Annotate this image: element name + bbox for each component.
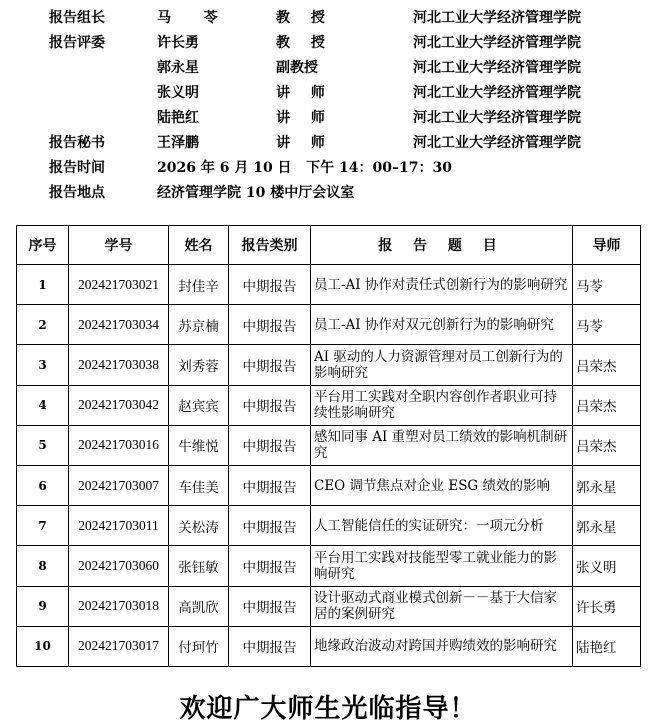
report-topic: 员工-AI 协作对双元创新行为的影响研究 [311, 305, 573, 345]
label-time: 报告时间 [49, 160, 105, 176]
report-topic: CEO 调节焦点对企业 ESG 绩效的影响 [311, 465, 573, 505]
student-id: 202421703034 [69, 305, 169, 345]
header-report-topic: 报 告 题 目 [311, 226, 573, 265]
row-number: 4 [17, 385, 69, 425]
header-student-id: 学号 [69, 226, 169, 265]
student-name: 付珂竹 [169, 626, 229, 666]
table-row [17, 506, 641, 546]
judge-org: 河北工业大学经济管理学院 [413, 85, 581, 101]
advisor: 吕荣杰 [573, 345, 641, 385]
header-name: 姓名 [169, 226, 229, 265]
student-name: 赵宾宾 [169, 385, 229, 425]
secretary-name: 王泽鹏 [157, 135, 199, 151]
secretary-org: 河北工业大学经济管理学院 [413, 135, 581, 151]
table-body [17, 265, 641, 667]
row-number: 8 [17, 546, 69, 586]
report-type: 中期报告 [229, 546, 311, 586]
judge-org: 河北工业大学经济管理学院 [413, 35, 581, 51]
student-id: 202421703016 [69, 425, 169, 465]
table-row [17, 626, 641, 666]
student-id: 202421703021 [69, 265, 169, 305]
report-topic: 感知同事 AI 重塑对员工绩效的影响机制研究 [311, 425, 573, 465]
row-number: 3 [17, 345, 69, 385]
table-row [17, 586, 641, 626]
table-row [17, 265, 641, 305]
report-topic: 人工智能信任的实证研究：一项元分析 [311, 506, 573, 546]
advisor: 吕荣杰 [573, 425, 641, 465]
report-time: 2026 年 6 月 10 日 下午 14：00–17：30 [157, 160, 452, 176]
judge-title: 讲 师 [276, 110, 333, 126]
student-id: 202421703007 [69, 465, 169, 505]
advisor: 陆艳红 [573, 626, 641, 666]
table-row [17, 385, 641, 425]
advisor: 许长勇 [573, 586, 641, 626]
report-type: 中期报告 [229, 305, 311, 345]
report-type: 中期报告 [229, 586, 311, 626]
header-report-type: 报告类别 [229, 226, 311, 265]
report-type: 中期报告 [229, 425, 311, 465]
row-number: 5 [17, 425, 69, 465]
table-row [17, 546, 641, 586]
report-type: 中期报告 [229, 506, 311, 546]
leader-name: 马 苓 [157, 10, 232, 26]
secretary-title: 讲 师 [276, 135, 333, 151]
row-number: 9 [17, 586, 69, 626]
advisor: 张义明 [573, 546, 641, 586]
judge-name: 许长勇 [157, 35, 199, 51]
label-secretary: 报告秘书 [49, 135, 105, 151]
report-topic: 地缘政治波动对跨国并购绩效的影响研究 [311, 626, 573, 666]
report-type: 中期报告 [229, 626, 311, 666]
judge-title: 讲 师 [276, 85, 333, 101]
table-header-row [17, 226, 641, 265]
judge-name: 张义明 [157, 85, 199, 101]
welcome-message: 欢迎广大师生光临指导！ [179, 694, 477, 724]
student-name: 关松涛 [169, 506, 229, 546]
report-topic: AI 驱动的人力资源管理对员工创新行为的影响研究 [311, 345, 573, 385]
report-place: 经济管理学院 10 楼中厅会议室 [157, 185, 355, 201]
report-type: 中期报告 [229, 345, 311, 385]
table-row [17, 465, 641, 505]
judge-title: 副教授 [276, 60, 318, 76]
row-number: 1 [17, 265, 69, 305]
student-id: 202421703060 [69, 546, 169, 586]
advisor: 郭永星 [573, 506, 641, 546]
student-name: 封佳辛 [169, 265, 229, 305]
report-schedule-table [16, 225, 641, 667]
report-topic: 平台用工实践对全职内容创作者职业可持续性影响研究 [311, 385, 573, 425]
student-name: 苏京楠 [169, 305, 229, 345]
row-number: 7 [17, 506, 69, 546]
student-id: 202421703018 [69, 586, 169, 626]
advisor: 郭永星 [573, 465, 641, 505]
judge-org: 河北工业大学经济管理学院 [413, 110, 581, 126]
judge-name: 陆艳红 [157, 110, 199, 126]
table-row [17, 425, 641, 465]
student-id: 202421703011 [69, 506, 169, 546]
judge-org: 河北工业大学经济管理学院 [413, 60, 581, 76]
judge-title: 教 授 [276, 35, 333, 51]
judge-name: 郭永星 [157, 60, 199, 76]
advisor: 吕荣杰 [573, 385, 641, 425]
student-name: 牛维悦 [169, 425, 229, 465]
report-topic: 员工-AI 协作对责任式创新行为的影响研究 [311, 265, 573, 305]
table-row [17, 305, 641, 345]
advisor: 马苓 [573, 305, 641, 345]
student-id: 202421703038 [69, 345, 169, 385]
leader-title: 教 授 [276, 10, 333, 26]
student-name: 高凯欣 [169, 586, 229, 626]
label-leader: 报告组长 [49, 10, 105, 26]
row-number: 10 [17, 626, 69, 666]
row-number: 6 [17, 465, 69, 505]
report-type: 中期报告 [229, 265, 311, 305]
report-topic: 设计驱动式商业模式创新－－基于大信家居的案例研究 [311, 586, 573, 626]
student-name: 张钰敏 [169, 546, 229, 586]
header-advisor: 导师 [573, 226, 641, 265]
row-number: 2 [17, 305, 69, 345]
report-type: 中期报告 [229, 465, 311, 505]
advisor: 马苓 [573, 265, 641, 305]
header-number: 序号 [17, 226, 69, 265]
student-id: 202421703042 [69, 385, 169, 425]
label-judges: 报告评委 [49, 35, 105, 51]
student-name: 车佳美 [169, 465, 229, 505]
student-name: 刘秀蓉 [169, 345, 229, 385]
label-place: 报告地点 [49, 185, 105, 201]
report-type: 中期报告 [229, 385, 311, 425]
leader-org: 河北工业大学经济管理学院 [413, 10, 581, 26]
table-row [17, 345, 641, 385]
student-id: 202421703017 [69, 626, 169, 666]
report-topic: 平台用工实践对技能型零工就业能力的影响研究 [311, 546, 573, 586]
